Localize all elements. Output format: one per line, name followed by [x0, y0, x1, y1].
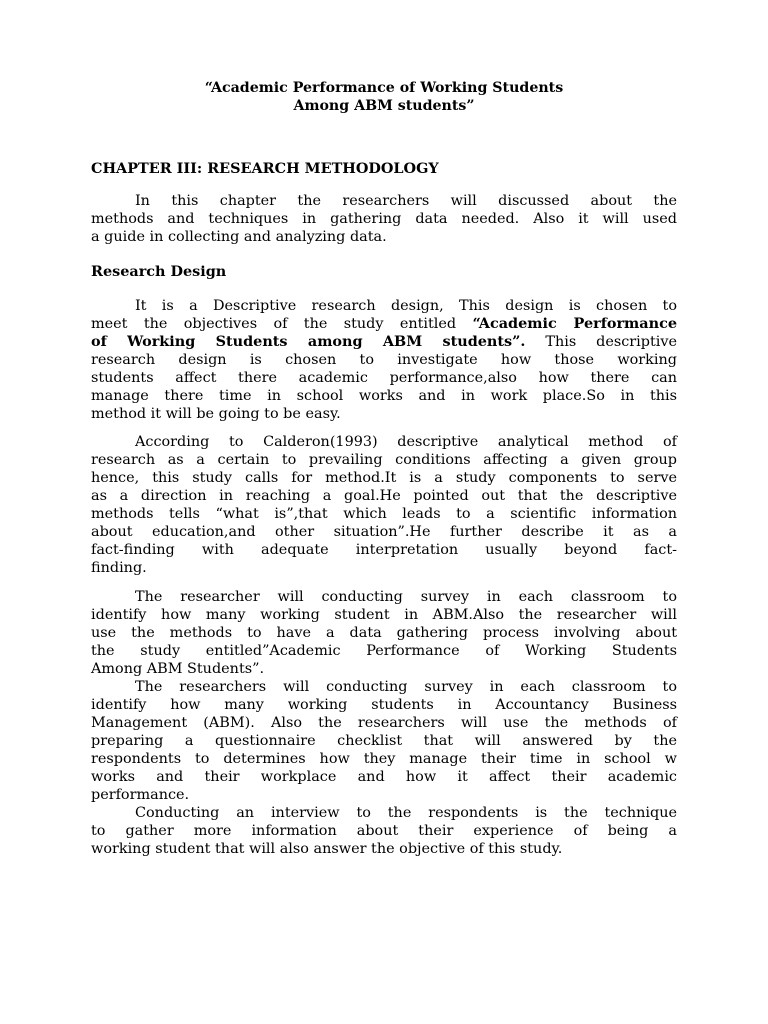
text-line: Conducting an interview to the respondents is the technique [135, 805, 677, 821]
text-line [91, 333, 677, 351]
text-line: research as a certain to prevailing conditions affecting a given group [91, 452, 677, 468]
text-line: as a direction in reaching a goal.He pointed out that the descriptive [91, 488, 677, 504]
text-line: works and their workplace and how it affect their academic [91, 769, 677, 785]
text-line: It is a Descriptive research design, This design is chosen to [135, 298, 677, 314]
text-line: the study entitled”Academic Performance of Working Students [91, 643, 677, 659]
text-line: identify how many working student in ABM.Also the researcher will [91, 607, 677, 623]
text-line: a guide in collecting and analyzing data. [91, 229, 387, 245]
text-line: working student that will also answer the objective of this study. [91, 841, 563, 857]
text-line: fact-finding with adequate interpretation usually beyond fact- [91, 542, 677, 558]
bold-study-title: of Working Students among ABM students”. [91, 333, 526, 350]
text-line: research design is chosen to investigate how those working [91, 352, 677, 368]
text-line: According to Calderon(1993) descriptive analytical method of [135, 434, 677, 450]
text-line: performance. [91, 787, 190, 803]
text-line: The researchers will conducting survey in each classroom to [135, 679, 677, 695]
text-line: about education,and other situation”.He further describe it as a [91, 524, 677, 540]
text-line: methods and techniques in gathering data needed. Also it will used [91, 211, 677, 227]
text-line: hence, this study calls for method.It is a study components to serve [91, 470, 677, 486]
text-line: finding. [91, 560, 147, 576]
text-span: meet the objectives of the study entitled [91, 316, 473, 332]
text-line: manage there time in school works and in work place.So in this [91, 388, 677, 404]
text-line [91, 315, 677, 333]
text-line: preparing a questionnaire checklist that will answered by the [91, 733, 677, 749]
text-line: The researcher will conducting survey in each classroom to [135, 589, 677, 605]
text-line: In this chapter the researchers will discussed about the [135, 193, 677, 209]
text-line: use the methods to have a data gathering process involving about [91, 625, 677, 641]
chapter-heading: CHAPTER III: RESEARCH METHODOLOGY [91, 160, 439, 177]
text-line: methods tells “what is”,that which leads to a scientific information [91, 506, 677, 522]
text-span: This descriptive [525, 334, 678, 350]
document-title [91, 79, 677, 115]
text-line: to gather more information about their experience of being a [91, 823, 677, 839]
title-line-2: Among ABM students” [293, 98, 475, 114]
title-line-1: “Academic Performance of Working Students [204, 80, 564, 96]
text-line: respondents to determines how they manage their time in school w [91, 751, 677, 767]
text-line: method it will be going to be easy. [91, 406, 341, 422]
text-line: identify how many working students in Accountancy Business [91, 697, 677, 713]
text-line: students affect there academic performance,also how there can [91, 370, 677, 386]
text-line: Among ABM Students”. [91, 661, 265, 677]
bold-study-title: “Academic Performance [472, 315, 677, 332]
text-line: Management (ABM). Also the researchers will use the methods of [91, 715, 677, 731]
research-design-heading: Research Design [91, 263, 227, 280]
